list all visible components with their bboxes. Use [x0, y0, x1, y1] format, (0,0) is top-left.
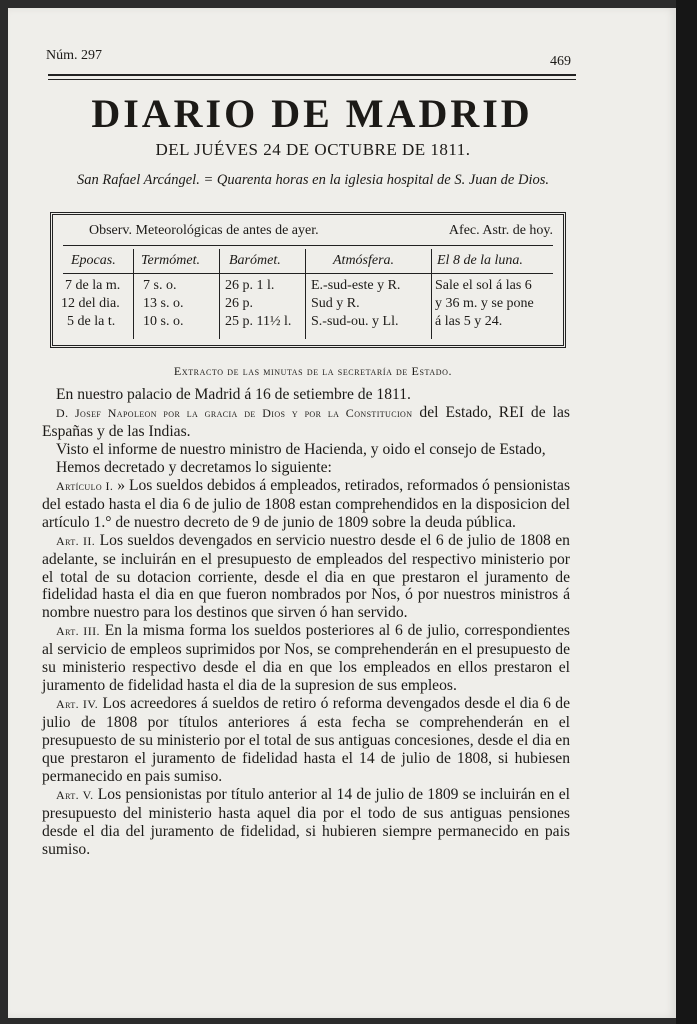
paragraph: Hemos decretado y decretamos lo siguiente:	[56, 458, 332, 476]
meteorological-table	[50, 212, 566, 348]
cell-barometro: 25 p. 11½ l.	[225, 314, 292, 329]
cell-atmosfera: S.-sud-ou. y Ll.	[311, 314, 399, 329]
article-5	[42, 786, 570, 859]
table-divider	[63, 273, 553, 274]
meteo-title: Observ. Meteorológicas de antes de ayer.	[89, 223, 319, 238]
table-divider	[63, 245, 553, 246]
column-divider	[133, 249, 134, 339]
decree-heading-rest: del Estado, REI de las Españas y de las Indias.	[42, 403, 570, 440]
article-label: Art. III.	[56, 624, 100, 639]
astro-title: Afec. Astr. de hoy.	[448, 223, 553, 238]
article-1	[42, 477, 570, 532]
section-title: Extracto de las minutas de la secretaría de Estado.	[173, 364, 453, 378]
paragraph: Visto el informe de nuestro ministro de Hacienda, y oido el consejo de Estado,	[56, 440, 546, 458]
article-3	[42, 622, 570, 695]
article-text: Los pensionistas por título anterior al 14 de julio de 1809 se incluirán en el presupuesto del ministerio hasta aquel dia por el todo de sus antiguas pensiones desde el dia del juramento de fidelidad, si hubieren siempre permanecido en pais sumiso.	[42, 785, 570, 858]
cell-luna: y 36 m. y se pone	[435, 296, 534, 311]
newspaper-page	[8, 8, 676, 1018]
date-line: DEL JUÉVES 24 DE OCTUBRE DE 1811.	[155, 140, 471, 159]
article-text: » Los sueldos debidos á empleados, retirados, reformados ó pensionistas del estado hasta el dia 6 de julio de 1808 estan comprehendidos en la disposicion del artículo 1.° de nuestro decreto de 9 de junio de 1809 sobre la deuda pública.	[42, 476, 571, 531]
cell-epoca: 5 de la t.	[67, 314, 116, 329]
paragraph: En nuestro palacio de Madrid á 16 de setiembre de 1811.	[56, 386, 411, 403]
page-number: 469	[550, 54, 571, 69]
article-4	[42, 695, 570, 786]
cell-atmosfera: Sud y R.	[311, 296, 360, 311]
decree-heading: D. Josef Napoleon por la gracia de Dios y por la Constitucion	[56, 405, 413, 420]
article-label: Art. V.	[56, 787, 94, 802]
article-label: Art. IV.	[56, 697, 99, 712]
cell-atmosfera: E.-sud-este y R.	[311, 278, 401, 293]
article-2	[42, 532, 570, 623]
article-body	[42, 386, 570, 859]
article-label: Artículo I.	[56, 478, 114, 493]
cell-termometro: 10 s. o.	[143, 314, 184, 329]
article-label: Art. II.	[56, 533, 96, 548]
article-text: Los sueldos devengados en servicio nuestro desde el 6 de julio de 1808 en adelante, se incluirán en el presupuesto de empleados del respectivo ministerio por el total de su dotacion corriente, desde el dia en que prestaron el juramento de fidelidad hasta el dia en que fueron nombrados por Nos, ó por nuestros ministros á nombre nuestro para los destinos que sirven ó han servido.	[42, 531, 570, 622]
col-header-atmosfera: Atmósfera.	[333, 253, 395, 268]
cell-termometro: 7 s. o.	[143, 278, 177, 293]
cell-epoca: 12 del dia.	[61, 296, 120, 311]
cell-termometro: 13 s. o.	[143, 296, 184, 311]
issue-number: Núm. 297	[46, 48, 102, 63]
masthead: DIARIO DE MADRID	[91, 91, 533, 136]
col-header-epocas: Epocas.	[71, 253, 116, 268]
header-rule-thin	[48, 79, 576, 80]
column-divider	[431, 249, 432, 339]
paragraph	[42, 404, 570, 441]
cell-barometro: 26 p.	[225, 296, 253, 311]
cell-barometro: 26 p. 1 l.	[225, 278, 275, 293]
dark-margin	[676, 0, 697, 1024]
saint-line: San Rafael Arcángel. = Quarenta horas en la iglesia hospital de S. Juan de Dios.	[77, 172, 549, 188]
cell-luna: á las 5 y 24.	[435, 314, 503, 329]
column-divider	[219, 249, 220, 339]
article-text: Los acreedores á sueldos de retiro ó reforma devengados desde el dia 6 de julio de 1808 por títulos anteriores á esta fecha se comprehenderán en el presupuesto de su ministerio por el total de sus antiguas concesiones, desde el dia en que prestaron el juramento de fidelidad hasta el 14 de julio de 1808, si hubiesen permanecido en pais sumiso.	[42, 695, 570, 786]
cell-luna: Sale el sol á las 6	[435, 278, 532, 293]
col-header-termometro: Termómet.	[141, 253, 200, 268]
header-rule	[48, 74, 576, 76]
col-header-barometro: Barómet.	[229, 253, 281, 268]
cell-epoca: 7 de la m.	[65, 278, 121, 293]
col-header-luna: El 8 de la luna.	[437, 253, 523, 268]
column-divider	[305, 249, 306, 339]
article-text: En la misma forma los sueldos posteriores al 6 de julio, correspondientes al servicio de empleos suprimidos por Nos, se comprehenderán en el presupuesto de su ministerio respectivo desde el dia en que los empleados en ellos prestaron el juramento de fidelidad hasta el dia de la supresion de sus empleos.	[42, 622, 571, 695]
